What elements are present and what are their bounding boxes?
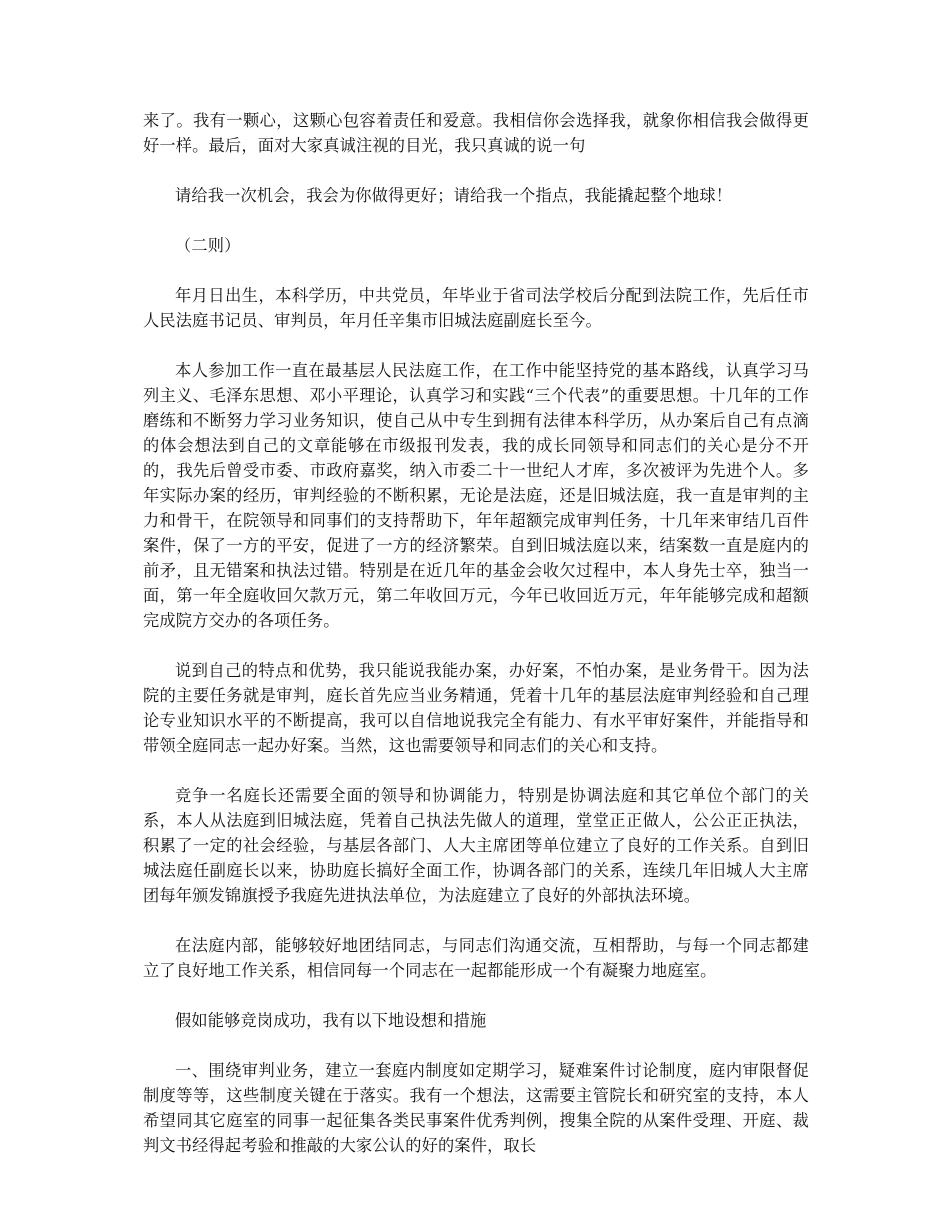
paragraph-closing-remarks: 来了。我有一颗心，这颗心包容着责任和爱意。我相信你会选择我，就象你相信我会做得更好一样。最后，面对大家真诚注视的目光，我只真诚的说一句 <box>143 111 809 155</box>
paragraph-team-unity: 在法庭内部，能够较好地团结同志，与同志们沟通交流，互相帮助，与每一个同志都建立了良好地工作关系，相信同每一个同志在一起都能形成一个有凝聚力地庭室。 <box>143 936 809 980</box>
paragraph-closing-slogan: 请给我一次机会，我会为你做得更好；请给我一个指点，我能撬起整个地球！ <box>175 186 733 205</box>
paragraph-personal-background: 年月日出生，本科学历，中共党员，年毕业于省司法学校后分配到法院工作，先后任市人民法庭书记员、审判员，年月任辛集市旧城法庭副庭长至今。 <box>143 286 809 330</box>
document-body <box>143 108 809 1183</box>
paragraph-strengths: 说到自己的特点和优势，我只能说我能办案，办好案，不怕办案，是业务骨干。因为法院的主要任务就是审判，庭长首先应当业务精通，凭着十几年的基层法庭审判经验和自己理论专业知识水平的不断提高，我可以自信地说我完全有能力、有水平审好案件，并能指导和带领全庭同志一起办好案。当然，这也需要领导和同志们的关心和支持。 <box>143 661 809 755</box>
paragraph-work-experience: 本人参加工作一直在最基层人民法庭工作，在工作中能坚持党的基本路线，认真学习马列主义、毛泽东思想、邓小平理论，认真学习和实践“三个代表”的重要思想。十几年的工作磨练和不断努力学习业务知识，使自己从中专生到拥有法律本科学历，从办案后自己有点滴的体会想法到自己的文章能够在市级报刊发表，我的成长同领导和同志们的关心是分不开的，我先后曾受市委、市政府嘉奖，纳入市委二十一世纪人才库，多次被评为先进个人。多年实际办案的经历，审判经验的不断积累，无论是法庭，还是旧城法庭，我一直是审判的主力和骨干，在院领导和同事们的支持帮助下，年年超额完成审判任务，十几年来审结几百件案件，保了一方的平安，促进了一方的经济繁荣。自到旧城法庭以来，结案数一直是庭内的前矛，且无错案和执法过错。特别是在近几年的基金会收欠过程中，本人身先士卒，独当一面，第一年全庭收回欠款万元，第二年收回万元，今年已收回近万元，年年能够完成和超额完成院方交办的各项任务。 <box>143 361 809 630</box>
paragraph-plan-one: 一、围绕审判业务，建立一套庭内制度如定期学习，疑难案件讨论制度，庭内审限督促制度等等，这些制度关键在于落实。我有一个想法，这需要主管院长和研究室的支持，本人希望同其它庭室的同事一起征集各类民事案件优秀判例，搜集全院的从案件受理、开庭、裁判文书经得起考验和推敲的大家公认的好的案件，取长 <box>143 1061 809 1155</box>
paragraph-plans-intro: 假如能够竞岗成功，我有以下地设想和措施 <box>175 1011 487 1030</box>
paragraph-coordination-ability: 竞争一名庭长还需要全面的领导和协调能力，特别是协调法庭和其它单位个部门的关系，本人从法庭到旧城法庭，凭着自己执法先做人的道理，堂堂正正做人，公公正正执法，积累了一定的社会经验，与基层各部门、人大主席团等单位建立了良好的工作关系。自到旧城法庭任副庭长以来，协助庭长搞好全面工作，协调各部门的关系，连续几年旧城人大主席团每年颁发锦旗授予我庭先进执法单位，为法庭建立了良好的外部执法环境。 <box>143 786 809 905</box>
section-heading-second-part: （二则） <box>175 236 241 255</box>
